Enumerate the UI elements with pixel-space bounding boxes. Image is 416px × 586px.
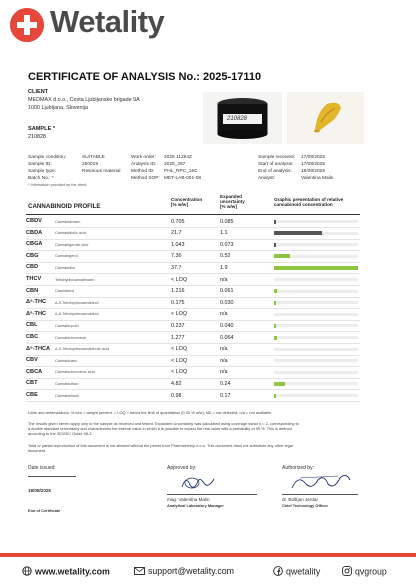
concentration-bar-track	[274, 336, 358, 339]
facebook-icon	[273, 566, 283, 578]
meta-method-sop: Method SOP:	[131, 176, 160, 181]
cannabinoid-code: CBGA	[26, 241, 43, 248]
cannabinoid-name: Cannabicitran	[55, 381, 79, 386]
cannabinoid-code: CBT	[26, 380, 38, 387]
instagram-icon	[342, 566, 352, 578]
table-row	[26, 228, 360, 240]
approved-role: Analytical Laboratory Manager	[167, 503, 224, 508]
meta-sample-type: Sample type:	[28, 169, 56, 174]
brand-name: Wetality	[50, 4, 165, 39]
meta-end-analysis-value: 18/08/2025	[301, 169, 326, 174]
sample-resin-photo	[287, 92, 364, 144]
certificate-title: CERTIFICATE OF ANALYSIS No.: 2025-17110	[28, 71, 262, 83]
table-row	[26, 320, 360, 332]
cannabinoid-name: Cannabinol	[55, 289, 75, 294]
table-row	[26, 262, 360, 274]
concentration-value: 0.705	[171, 218, 185, 225]
concentration-value: 0.237	[171, 322, 185, 329]
table-row	[26, 332, 360, 344]
concentration-value: 0.175	[171, 299, 185, 306]
cannabinoid-name: Cannabielsoin	[55, 393, 80, 398]
col-uncertainty: Expanded uncertainty [% w/w]	[220, 194, 245, 210]
concentration-value: < LOQ	[171, 357, 188, 364]
uncertainty-value: 0.064	[220, 334, 234, 341]
concentration-bar-track	[274, 301, 358, 304]
table-row	[26, 297, 360, 309]
concentration-value: 21.7	[171, 230, 182, 237]
concentration-value: 1.216	[171, 288, 185, 295]
table-row	[26, 274, 360, 286]
concentration-bar	[274, 266, 358, 270]
mail-icon	[134, 567, 145, 577]
cannabinoid-code: Δ⁹-THC	[26, 299, 47, 306]
concentration-bar-track	[274, 382, 358, 385]
meta-end-analysis: End of analysis:	[258, 169, 292, 174]
client-heading: CLIENT	[28, 89, 49, 95]
concentration-bar	[274, 382, 285, 386]
cannabinoid-name: Δ-8-Tetrahydrocannabinol	[55, 312, 99, 317]
col-graphic: Graphic presentation of relative cannabinoid concentration	[274, 197, 344, 208]
meta-method-id: Method ID:	[131, 169, 155, 174]
table-row	[26, 355, 360, 367]
cannabinoid-name: Cannabivarin	[55, 358, 78, 363]
cannabinoid-code: CBDA	[26, 229, 43, 236]
concentration-bar	[274, 394, 276, 398]
cannabinoid-code: Δ⁸-THC	[26, 310, 47, 317]
concentration-bar-track	[274, 324, 358, 327]
cannabinoid-code: CBE	[26, 392, 38, 398]
uncertainty-value: n/a	[220, 346, 228, 353]
cannabinoid-name: Tetrahydrocannabivarin	[55, 277, 95, 282]
cannabinoid-code: THCV	[26, 276, 42, 282]
cannabinoid-name: Cannabigerol	[55, 254, 78, 259]
concentration-bar-track	[274, 313, 358, 316]
approved-name: mag. Valentina Malin	[167, 497, 210, 502]
meta-sample-received: Sample received:	[258, 155, 296, 160]
uncertainty-value: n/a	[220, 276, 228, 283]
date-issued-value: 18/08/2025	[28, 488, 51, 493]
meta-work-order-value: 2025 11294Z	[164, 155, 192, 160]
meta-analysis-id-value: 2025_287	[164, 162, 186, 167]
cannabinoid-code: CBC	[26, 334, 39, 340]
concentration-bar	[274, 289, 277, 293]
concentration-bar	[274, 231, 322, 235]
sample-heading: SAMPLE *	[28, 126, 56, 132]
uncertainty-value: n/a	[220, 369, 228, 376]
concentration-value: 4.82	[171, 380, 182, 387]
concentration-bar	[274, 336, 277, 340]
concentration-value: < LOQ	[171, 276, 188, 283]
concentration-value: 0.98	[171, 392, 182, 399]
uncertainty-value: 0.52	[220, 253, 231, 260]
meta-sample-id-value: 250019	[82, 162, 99, 167]
cannabinoid-code: CBD	[26, 264, 39, 271]
cannabinoid-code: CBV	[26, 357, 38, 364]
meta-analyst: Analyst:	[258, 176, 276, 181]
cannabinoid-code: CBDV	[26, 218, 42, 224]
concentration-value: < LOQ	[171, 311, 188, 318]
cannabinoid-code: CBL	[26, 322, 38, 329]
footer-email-link[interactable]: support@wetality.com	[134, 566, 234, 577]
cannabinoid-name: Cannabidivarin	[55, 219, 81, 224]
meta-sample-received-value: 17/08/2025	[301, 155, 326, 160]
concentration-bar	[274, 324, 276, 328]
authorized-by-label: Authorized by:	[282, 465, 314, 471]
cannabinoid-name: Cannabidiol	[55, 265, 76, 270]
profile-heading: CANNABINOID PROFILE	[28, 203, 101, 210]
approved-signature-line	[167, 494, 257, 495]
uncertainty-value: 0.073	[220, 241, 234, 248]
table-row	[26, 344, 360, 356]
uncertainty-value: n/a	[220, 357, 228, 364]
table-row	[26, 390, 360, 402]
footnote-units: Units and abbreviations: % w/w = weight percent, < LOQ = below the limit of quantitation (0.03 % w/w); ND = not detected; n/a = not available.	[28, 410, 273, 415]
concentration-bar-track	[274, 243, 358, 246]
table-row	[26, 251, 360, 263]
globe-icon	[22, 566, 32, 578]
client-line: MEDMAX d.o.o., Cesta Ljubljanske brigade 9A	[28, 97, 140, 103]
uncertainty-value: 0.17	[220, 392, 231, 399]
meta-work-order: Work order:	[131, 155, 156, 160]
cannabinoid-code: CBN	[26, 287, 39, 294]
footer-accent-bar	[0, 553, 416, 557]
concentration-bar-track	[274, 348, 358, 351]
uncertainty-value: 1.9	[220, 264, 228, 271]
authorized-role: Chief Technology Officer	[282, 503, 328, 508]
footer-instagram-link[interactable]: qvgroup	[342, 566, 387, 578]
footnote-results: The results given herein apply only to the sample as received and tested. Expanded Uncertainty was calculated using coverage factor k = 2, corresponding to a double standard uncertainty and characterizes the interval value in which it is possible to expect the real value with a probability of 95 %. This is defined according to the ISO/IEC Guide 98-3.	[28, 421, 299, 436]
meta-sample-id: Sample ID:	[28, 162, 52, 167]
concentration-value: 7.36	[171, 253, 182, 260]
uncertainty-value: 0.085	[220, 218, 234, 225]
cannabinoid-name: Cannabigerolic acid	[55, 242, 89, 247]
cannabinoid-name: Δ-9-Tetrahydrocannabinolic acid	[55, 347, 110, 352]
uncertainty-value: 0.24	[220, 380, 231, 387]
concentration-value: 1.277	[171, 334, 185, 341]
table-row	[26, 309, 360, 321]
concentration-bar	[274, 301, 276, 305]
client-line: 1000 Ljubljana, Slovenija	[28, 105, 88, 111]
jar-label: 210828	[227, 116, 248, 122]
table-row	[26, 286, 360, 298]
cannabinoid-name: Cannabicyclol	[55, 323, 79, 328]
footer-facebook-link[interactable]: qwetality	[273, 566, 320, 578]
footer-website-link[interactable]: www.wetality.com	[22, 566, 110, 578]
table-row	[26, 378, 360, 390]
sample-id: 210828	[28, 134, 46, 140]
concentration-value: < LOQ	[171, 369, 188, 376]
col-concentration: Concentration [% w/w]	[171, 197, 203, 208]
concentration-bar-track	[274, 290, 358, 293]
uncertainty-value: 1.1	[220, 230, 228, 237]
concentration-bar	[274, 254, 290, 258]
date-issued-label: Date issued:	[28, 465, 56, 471]
cannabinoid-name: Cannabichromenic acid	[55, 370, 95, 375]
cannabinoid-code: Δ⁹-THCA	[26, 345, 51, 352]
client-info-note: * Information provided by the client.	[28, 183, 88, 187]
cannabinoid-code: CBCA	[26, 368, 43, 375]
cannabinoid-name: Cannabidiolic acid	[55, 231, 86, 236]
uncertainty-value: 0.030	[220, 299, 234, 306]
meta-analysis-id: Analysis ID:	[131, 162, 157, 167]
brand-logo-icon	[10, 8, 44, 42]
authorized-name: dr. Boštjan Jerdar	[282, 497, 319, 502]
end-of-certificate: End of Certificate	[28, 508, 61, 513]
meta-method-sop-value: MET-LAB-001-08	[164, 176, 202, 181]
uncertainty-value: n/a	[220, 311, 228, 318]
uncertainty-value: 0.061	[220, 288, 234, 295]
meta-method-id-value: PHL_RPC_16C	[164, 169, 198, 174]
concentration-bar-track	[274, 394, 358, 397]
cannabinoid-code: CBG	[26, 252, 39, 259]
sample-jar-photo	[203, 92, 282, 144]
table-row	[26, 216, 360, 228]
table-row	[26, 367, 360, 379]
table-row	[26, 239, 360, 251]
row-divider	[26, 401, 360, 402]
concentration-bar	[274, 243, 276, 247]
meta-analyst-value: Valentina Malin	[301, 176, 334, 181]
date-underline	[28, 476, 76, 477]
meta-start-analysis: Start of analysis:	[258, 162, 294, 167]
concentration-value: 1.043	[171, 241, 185, 248]
concentration-bar	[274, 220, 276, 224]
concentration-bar-track	[274, 359, 358, 362]
authorized-signature-line	[282, 494, 358, 495]
cannabinoid-name: Cannabichromene	[55, 335, 87, 340]
concentration-value: 37.7	[171, 264, 182, 271]
approved-by-label: Approved by:	[167, 465, 197, 471]
concentration-bar-track	[274, 371, 358, 374]
concentration-bar-track	[274, 220, 358, 223]
table-header-divider	[26, 214, 360, 215]
meta-sample-condition: Sample condition:	[28, 155, 67, 160]
concentration-value: < LOQ	[171, 346, 188, 353]
meta-start-analysis-value: 17/08/2025	[301, 162, 326, 167]
cannabinoid-name: Δ-9-Tetrahydrocannabinol	[55, 300, 99, 305]
concentration-bar-track	[274, 278, 358, 281]
meta-batch-no: Batch No.: *	[28, 176, 54, 181]
meta-sample-type-value: Resinous material	[82, 169, 121, 174]
uncertainty-value: 0.040	[220, 322, 234, 329]
meta-sample-condition-value: SUITABLE	[82, 155, 105, 160]
footnote-reproduction: Total or partial reproduction of this document is not allowed without the permit from PharmaHemp d.o.o. This document does not substitute any other legal document.	[28, 443, 293, 453]
